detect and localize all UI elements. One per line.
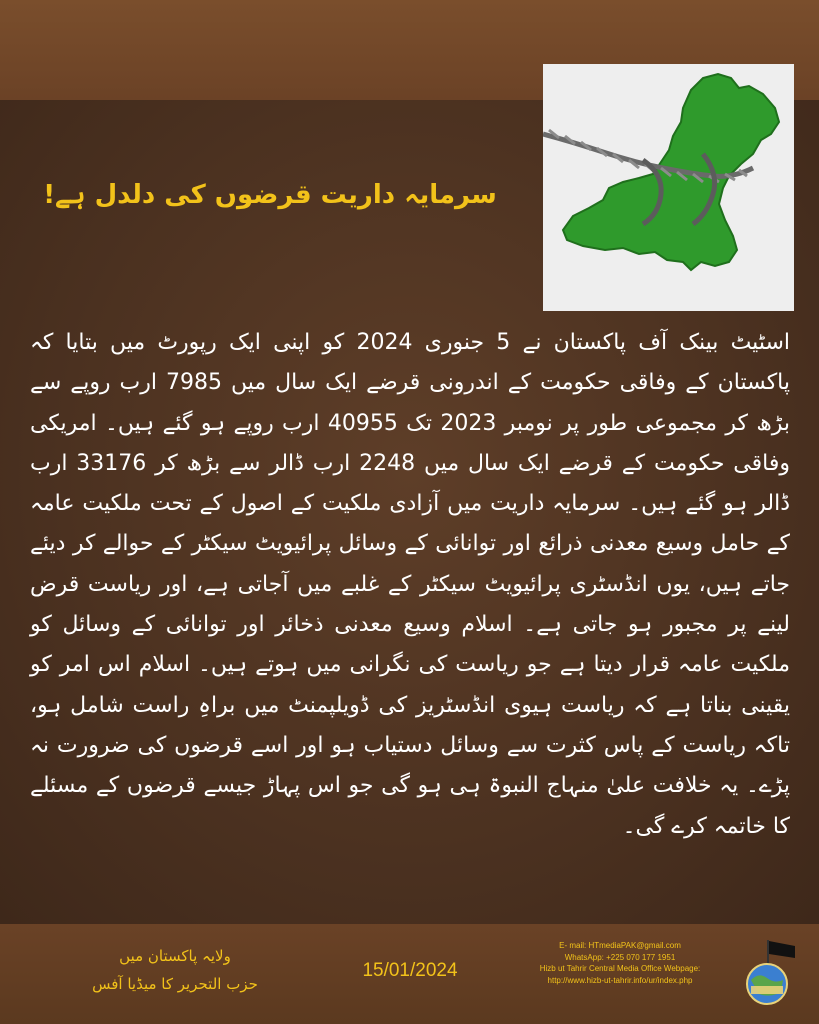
- signature-block: [70, 942, 280, 998]
- contact-url[interactable]: http://www.hizb-ut-tahrir.info/ur/index.php: [547, 975, 693, 985]
- publish-date: 15/01/2024: [362, 960, 458, 981]
- pakistan-map-image: [543, 64, 794, 311]
- contact-info: [500, 940, 740, 986]
- contact-whatsapp: WhatsApp: +225 070 177 1951: [564, 952, 676, 962]
- contact-office: Hizb ut Tahrir Central Media Office Webpage:: [539, 964, 701, 973]
- signature-line-1: ولایہ پاکستان میں: [119, 947, 231, 965]
- headline: سرمایہ داریت قرضوں کی دلدل ہے!: [43, 180, 497, 210]
- contact-email[interactable]: E- mail: HTmediaPAK@gmail.com: [559, 941, 681, 950]
- article-body: اسٹیٹ بینک آف پاکستان نے 5 جنوری 2024 کو اپنی ایک رپورٹ میں بتایا کہ پاکستان کے وفاقی حکومت کے اندرونی قرضے ایک سال میں 7985 ارب روپے سے بڑھ کر مجموعی طور پر نومبر 2023 تک 40955 ارب روپے ہو گئے ہیں۔ امریکی وفاقی حکومت کے قرضے ایک سال میں 2248 ارب ڈالر سے بڑھ کر 33176 ارب ڈالر ہو گئے ہیں۔ سرمایہ داریت میں آزادی ملکیت کے اصول کے تحت ملکیت عامہ کے حامل وسیع معدنی ذرائع اور توانائی کے وسائل پرائیویٹ سیکٹر کے حوالے کر دیئے جاتے ہیں، یوں انڈسٹری پرائیویٹ سیکٹر کے غلبے میں آجاتی ہے، اور ریاست قرض لینے پر مجبور ہو جاتی ہے۔ اسلام وسیع معدنی ذخائر اور توانائی کے وسائل کو ملکیت عامہ قرار دیتا ہے جو ریاست کی نگرانی میں ہوتے ہیں۔ اسلام اس امر کو یقینی بناتا ہے کہ ریاست ہیوی انڈسٹریز کی ڈویلپمنٹ میں براہِ راست شامل ہو، تاکہ ریاست کے پاس کثرت سے وسائل دستیاب ہو اور اسے قرضوں کی ضرورت نہ پڑے۔ یہ خلافت علیٰ منہاج النبوۃ ہی ہو گی جو اس پہاڑ جیسے قرضوں کے مسئلے کا خاتمہ کرے گی۔: [30, 330, 791, 839]
- organization-logo: [737, 938, 799, 1008]
- signature-line-2: حزب التحریر کا میڈیا آفس: [92, 975, 258, 993]
